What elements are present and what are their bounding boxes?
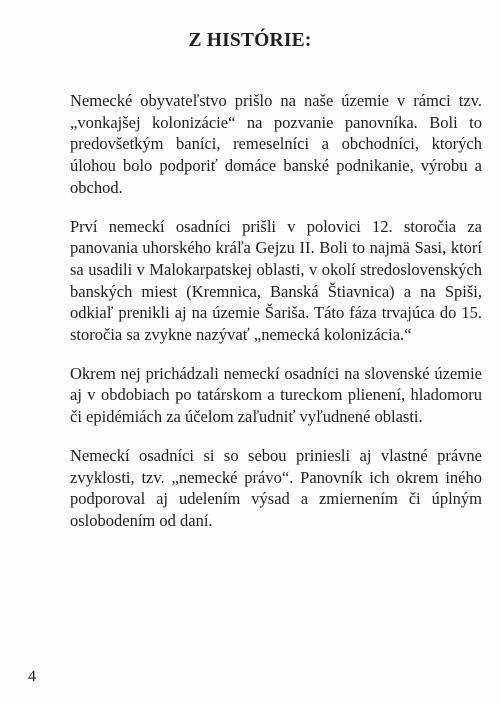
document-body [70, 90, 482, 549]
page-number: 4 [28, 668, 36, 685]
paragraph-1: Nemecké obyvateľstvo prišlo na naše územie v rámci tzv. „vonkajšej kolonizácie“ na pozvanie panovníka. Boli to predovšetkým baníci, remeselníci a obchodníci, ktorých úlohou bolo podporiť domáce banské podnikanie, výrobu a obchod. [70, 91, 482, 197]
page-title: Z HISTÓRIE: [188, 30, 312, 51]
paragraph-3: Okrem nej prichádzali nemeckí osadníci na slovenské územie aj v obdobiach po tatárskom a tureckom plienení, hladomoru či epidémiách za účelom zaľudniť vyľudnené oblasti. [70, 363, 482, 427]
paragraph-4: Nemeckí osadníci si so sebou priniesli aj vlastné právne zvyklosti, tzv. „nemecké právo“. Panovník ich okrem iného podporoval aj udelením výsad a zmiernením či úplným oslobodením od daní. [70, 445, 482, 530]
paragraph-2: Prví nemeckí osadníci prišli v polovici 12. storočia za panovania uhorského kráľa Gejzu II. Boli to najmä Sasi, ktorí sa usadili v Malokarpatskej oblasti, v okolí stredoslovenských banských miest (Kremnica, Banská Štiavnica) a na Spiši, odkiaľ prenikli aj na územie Šariša. Táto fáza trvajúca do 15. storočia sa zvykne nazývať „nemecká kolonizácia.“ [70, 216, 482, 345]
